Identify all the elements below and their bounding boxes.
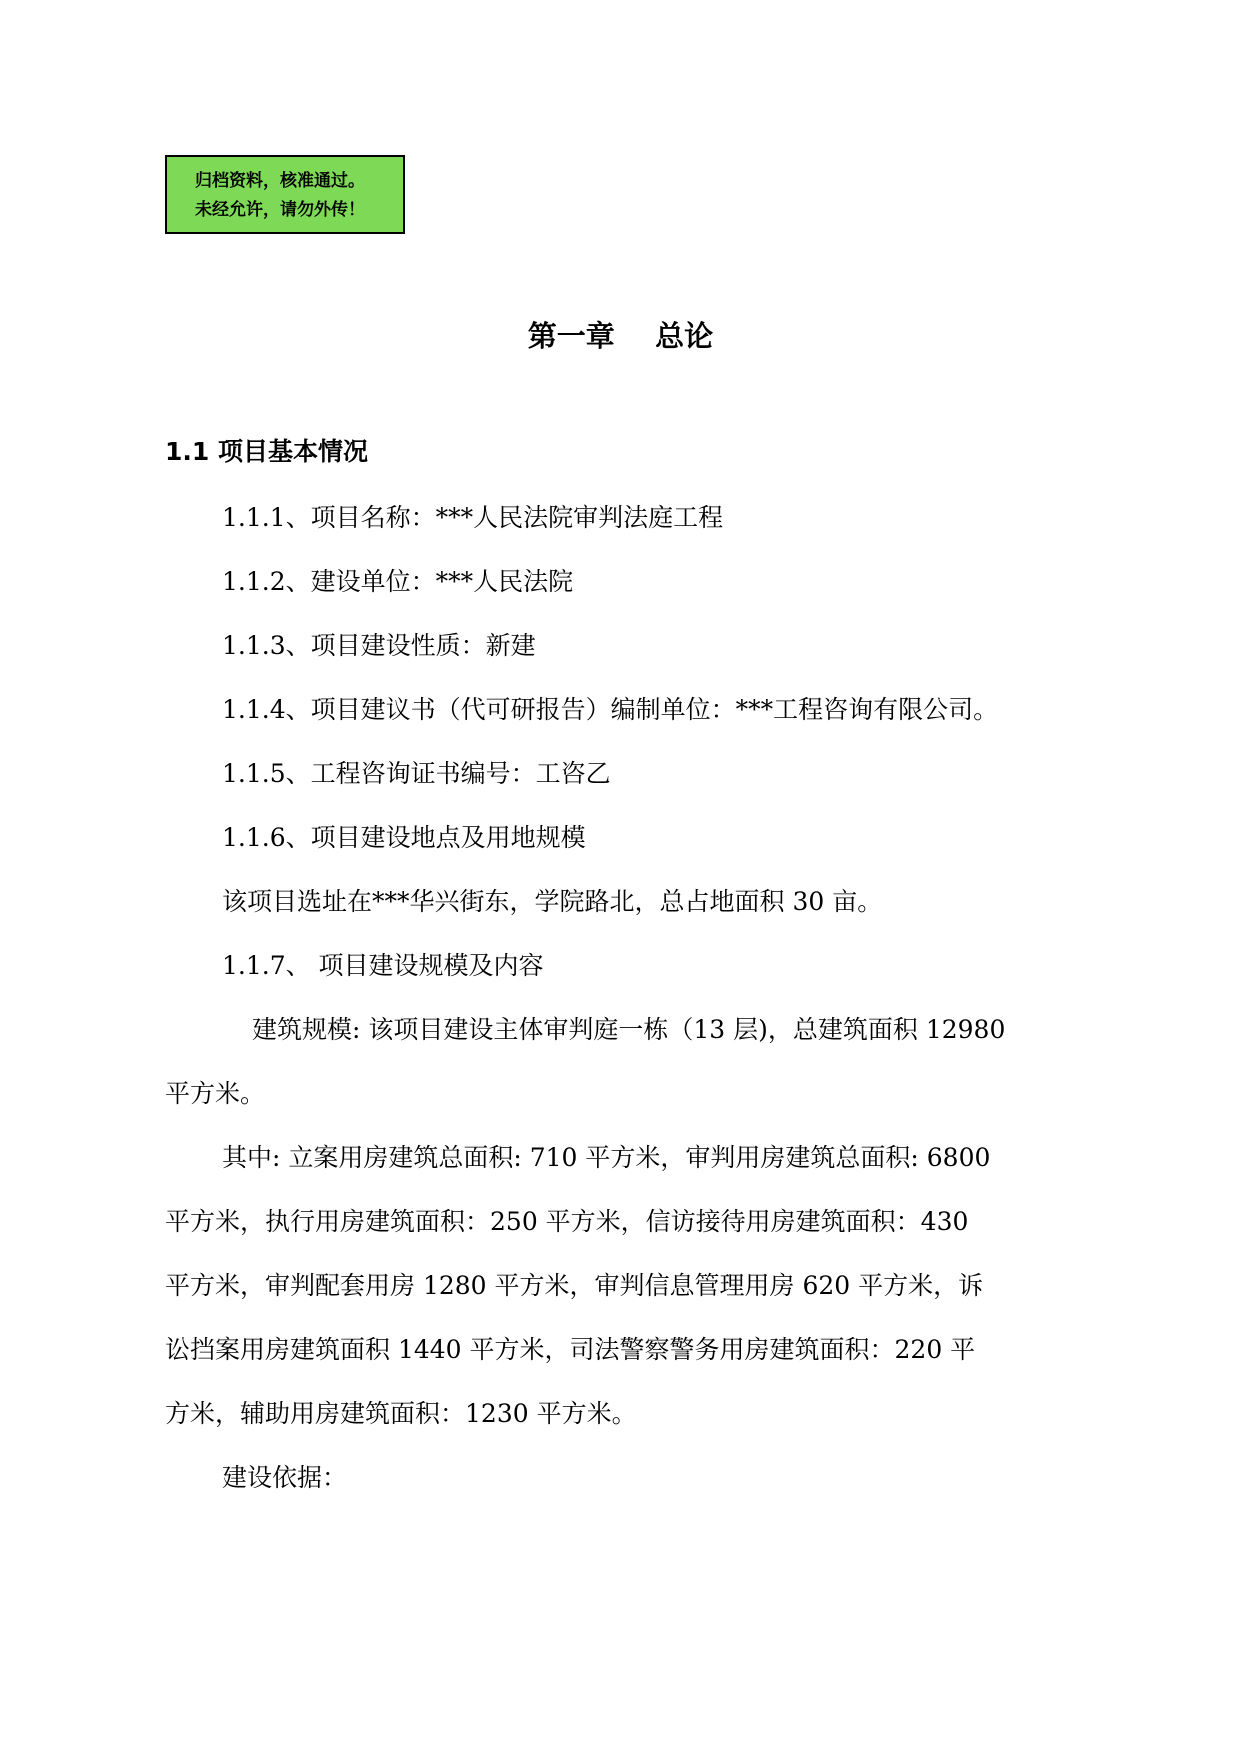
- paragraph-basis-heading: 建设依据：: [222, 1463, 348, 1492]
- stamp-line-2: 未经允许，请勿外传！: [195, 200, 365, 220]
- stamp-line-1: 归档资料，核准通过。: [195, 171, 365, 191]
- section-heading: 1.1 项目基本情况: [165, 437, 368, 466]
- paragraph-location: 该项目选址在***华兴街东，学院路北，总占地面积 30 亩。: [222, 887, 883, 916]
- item-construction-nature: 1.1.3、项目建设性质：新建: [222, 631, 536, 660]
- item-project-name: 1.1.1、项目名称：***人民法院审判法庭工程: [222, 503, 724, 532]
- item-report-compiler: 1.1.4、项目建议书（代可研报告）编制单位：***工程咨询有限公司。: [222, 695, 999, 724]
- chapter-title: 第一章 总论: [527, 319, 714, 353]
- paragraph-breakdown-line-1: 其中: 立案用房建筑总面积: 710 平方米，审判用房建筑总面积: 6800: [222, 1143, 991, 1172]
- item-certificate-number: 1.1.5、工程咨询证书编号：工咨乙: [222, 759, 611, 788]
- archive-stamp: [165, 155, 405, 234]
- item-construction-unit: 1.1.2、建设单位：***人民法院: [222, 567, 574, 596]
- paragraph-breakdown-line-4: 讼挡案用房建筑面积 1440 平方米，司法警察警务用房建筑面积：220 平: [165, 1335, 976, 1364]
- item-location-heading: 1.1.6、项目建设地点及用地规模: [222, 823, 586, 852]
- paragraph-scale-line-1: 建筑规模: 该项目建设主体审判庭一栋（13 层)，总建筑面积 12980: [252, 1015, 1006, 1044]
- paragraph-scale-line-2: 平方米。: [165, 1079, 266, 1108]
- paragraph-breakdown-line-3: 平方米，审判配套用房 1280 平方米，审判信息管理用房 620 平方米，诉: [165, 1271, 984, 1300]
- item-scale-heading: 1.1.7、 项目建设规模及内容: [222, 951, 544, 980]
- paragraph-breakdown-line-5: 方米，辅助用房建筑面积：1230 平方米。: [165, 1399, 637, 1428]
- paragraph-breakdown-line-2: 平方米，执行用房建筑面积：250 平方米，信访接待用房建筑面积：430: [165, 1207, 969, 1236]
